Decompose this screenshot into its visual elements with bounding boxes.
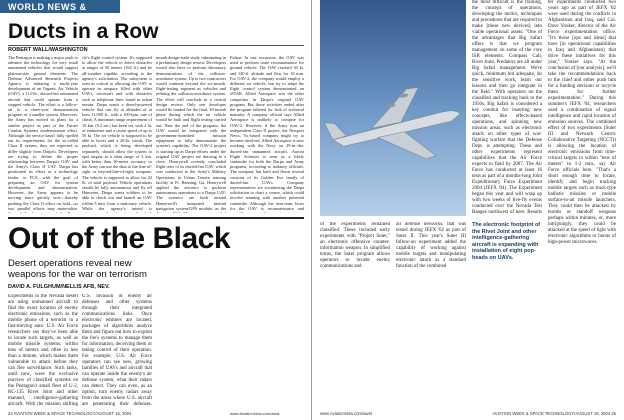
article-headline-black: Out of the Black — [8, 222, 231, 255]
article1-column-3: month design-trade study culminating in a preliminary design review. Developers would also have to perform laboratory demonstrations of the collision-avoidance system. Up to two contractors would continue beyond the six-month, flight-testing segment as vehicles and refining the collision-avoidance system. The effort will conclude in a critical design review. Only one developer would be funded for the final, 30-month phase during which the air vehicle would be built and flight testing carried out. Near the end of the program, the OAV would be integrated with the government-furnished mission equipment to fully demonstrate the system's capability. The OAV-2 project is starting up as Darpa efforts under the original OAV project are drawing to a close. Honeywell recently concluded flight tests of its ducted-fan UAV, which was conducted at the Army's Military Operations in Urban Terrain training facility at Ft. Benning, Ga. Honeywell applied the avionics to perform autonomous operations to a Darpa UAV. The avionics are built around Honeywell's integrated inertial navigation system/GPS module, as the — [156, 55, 226, 211]
article2-column-5: air defense networks, that was tested during JEFX '02 as part of Suter II. This year's Suter III follow-on experiment added the capability of working against mobile targets and manipulating electronic attack as a standard function of the combined — [396, 222, 466, 269]
headline-rule — [8, 45, 304, 46]
article-deck: Desert operations reveal new weapons for the war on terrorism — [8, 258, 147, 280]
footer-right: AVIATION WEEK & SPACE TECHNOLOGY/AUGUST 16, 2004 25 — [492, 411, 616, 416]
article1-column-2: cle's flight control system. It's supposed to allow the vehicle to detect obstacles at ranges of 50 meters (164 ft.) and be all-weather capable, according to the agency's solicitation. The subsystem is seen as critical to allowing the OAV to operate in airspace filled with other UAVs, rotorcraft and with obstacles such as telephone lines found in urban terrain. Darpa wants a diesel-powered vehicle that can fly at altitudes of at least 11,000 ft., with a 100-fpm. rate of climb. A minimum range requirement of 10 km. (6.2 mi.) has been set, with 2 hr. of endurance and a cruise speed of up to 50 kt. The air vehicle is supposed to be able to hover and a 20-kt. winds. The payload, which is being developed separately, should allow the system to spot targets at a slant range of 3 km. with better than 10-meter accuracy so the Army can use the data to fire line-of-sight or beyond-line-of-sight weapons. The vehicle is supposed to allow for 22 lb. of total payload. Vehicle operations should be fully autonomous and fly off Humvees. Darpa wants soldiers to be able to check out and launch an OAV within 5 min. from a stationary vehicle. While the agency's intend is — [82, 55, 152, 211]
footer-url-left: www.AviationNow.com/awst — [230, 411, 280, 416]
article2-column-6: ter experiments conducted two years ago as part of JEFX '02 were used during the conflicts in Afghanistan and Iraq, said Col. Dave Youker, director of the Air Force experimentation office. "It's those [ops and ideas] that have [in operational capabilities in Iraq and Afghanistan] that drive these initiatives for this year," Youker says. "At the conclusion of [our analysis], we'll take the recommendations back to the chief and either push him for a funding decision or recycle them for further experimentation." During this summer's JEFX '04, researchers used a combination of signal intelligence and rapid location of emission sources. The combined effect of two experiments (Suter III and Network Centric Collaborative Targeting (NCCT)) is allowing the location of electronic emissions from time-critical targets to within "tens of meters" in 1-2 min., say Air Force officials here. "That's a short enough time to locate, identify and begin tracking mobile targets such as truck-type ballistic missiles or mobile surface-to-air missile launchers. They could then be attacked by bombs or standoff weapons perhaps within minutes, or, more intriguingly, they could be attacked at the speed of light with electronic algorithms or bursts of high-power microwaves. — [548, 0, 616, 245]
article1-column-1: The Pentagon is making a major push to advance the technology for very small unmanned vehicles that would support platoon-size ground elements. The Defense Advanced Research Projects Agency is initiating a multi-year development of an Organic Air Vehicle (OAV), a 112-lb., ducted-fan unmanned aircraft that could operate from a stopped vehicle. The effort is a follow-on to a three-year demonstration program of a smaller system. Moreover, the Army has moved its plans for a similar project as part of the Future Combat Systems modernization effort. Although the service hasn't fully spelled out its requirements for the so-called Class II system, they are expected to differ slightly from Darpa's. Developers are trying to define the proper relationship between Darpa's OAV and the Army's Class II UAV. Darpa has positioned its effort as a technology feeder to FCS, with the goal of preparing an OAV for system development and demonstration. However, the Army appears to be moving more quickly now—thereby pushing the Class II effort on hold—as two parallel efforts may materialize. — [8, 55, 78, 211]
footer-left: 24 AVIATION WEEK & SPACE TECHNOLOGY/AUGUST 16, 2004 — [8, 411, 132, 416]
photo-caption: The electronic footprint of the Rivet Joint and other intelligence-gathering aircraft is expanding with installation of eight pop-heads on UAVs. — [472, 222, 541, 261]
byline-fulghum: DAVID A. FULGHUM/NELLIS AFB, NEV. — [8, 284, 110, 290]
article2-column-3: the most difficult is the training, the concept of operations, developing the tactics, techniques and procedures that are required to make [these new devices] into viable operational assets. "One of the advantages that Big Safari offers is that we program management on some of the core ISR elements. Compass Call, Rivet Joint, Predators are all under Big Safari management. We're quick, minimum bid adequate, do the sensitive work, learn our lessons and then go integrate in the field." With operators on the classified and tracking back to the 1950s, Big Safari is considered a key conduit for inserting new concepts, like effects-based operations, and spinning new mission areas, such as electronic attack on other types of war-fighting warfare that the Defense Dept. is attempting. These and other experiments represent capabilities that the Air Force expects to field by 2007. The Air Force has conducted at least 16 tests as part of a months-long Joint Expeditionary Force Experiment 2004 (JEFX '04). The Experiment began this year and will wrap up with two weeks of live-fly events conducted over the Nevada Test Ranges northwest of here. Results — [472, 0, 542, 214]
article2-column-1: Experiments in the Nevada desert are using unmanned aircraft to find the exact location of enemy electronic emissions, such as the mobile phone of a terrorist in a fast-moving auto. U.S. Air Force researchers say they've been able to locate such targets, as well as mobile missile systems, within tens of meters and often in less than a minute, which makes them vulnerable to attack before they can flee surveillance. Such tasks, until now, were the exclusive purview of classified systems on the Pentagon's small fleet of U-2, RC-135 Rivet Joint and other manned, intelligence-gathering aircraft. With the mission shifting — [8, 294, 78, 406]
caption-container — [320, 222, 466, 392]
article2-column-4: of the experiments remained classified. These included early experiments with "Project Suter," an electronic offensive counter-information weapon. In simplified terms, the Suter program allows operators to invade enemy communications and — [320, 222, 390, 269]
article-headline-ducts: Ducts in a Row — [8, 20, 159, 43]
section-tag: WORLD NEWS & ANALYSIS — [0, 0, 120, 13]
footer-url-right: www.AviationNow.com/awst — [320, 411, 372, 416]
rivet-joint-photo — [320, 0, 466, 216]
byline-wall: ROBERT WALL/WASHINGTON — [8, 47, 88, 53]
section-divider — [8, 217, 304, 219]
aircraft-icon — [320, 0, 466, 216]
right-page — [312, 0, 624, 420]
article1-column-4: Fulton. In one excursion, the OAV was used to perform route reconnaissance for ground vehicle. The OAV reached 30 kt. and 120-ft. altitude and flew for 18 min. For OAV-2, the company would employ a different air vehicle, but try to adapt the flight control system demonstrated on iSTAR. Allied Aerospace was the other competitor in Darpa's original OAV program. But those activities ended after the program faltered for lack of technical maturity. A company official says Allied Aerospace is unlikely to compete for OAV-2. However, if the Army runs an independent Class II project, the Newport News, Va.-based company might try to become involved. Allied Aerospace is now working with the Navy on 29-in.-dia. ducted-fan unmanned aircraft. Aurora Flight Sciences is seen as a likely contender for both the Darpa and Army programs, according to industry officials. The company has built and flown several versions of its Golden Eye family of ducted-fan UAVs. Company representatives are scrutinizing the Darpa solicitation to chart a course, which could involve teaming with another potential contender. Although the near-term focus for the OAV is reconnaissance and — [230, 55, 304, 211]
article2-column-2: U.S. invasion of enemy air defenses and other systems through their integrated communications links. Once electronic emitters are located, packages of algorithms analyze them and figure out how to exploit the foe's systems to manage them for information, deceiving them or taking control of their operation. For example, U.S. Air Force operators can see new, growing families of UAVs and aircraft that can operate inside the enemy's air defense system, what their radars can detect. They can even, as an option, turn enemy radars away from the areas where U.S. aircraft are penetrating their defenses. — [82, 294, 152, 406]
